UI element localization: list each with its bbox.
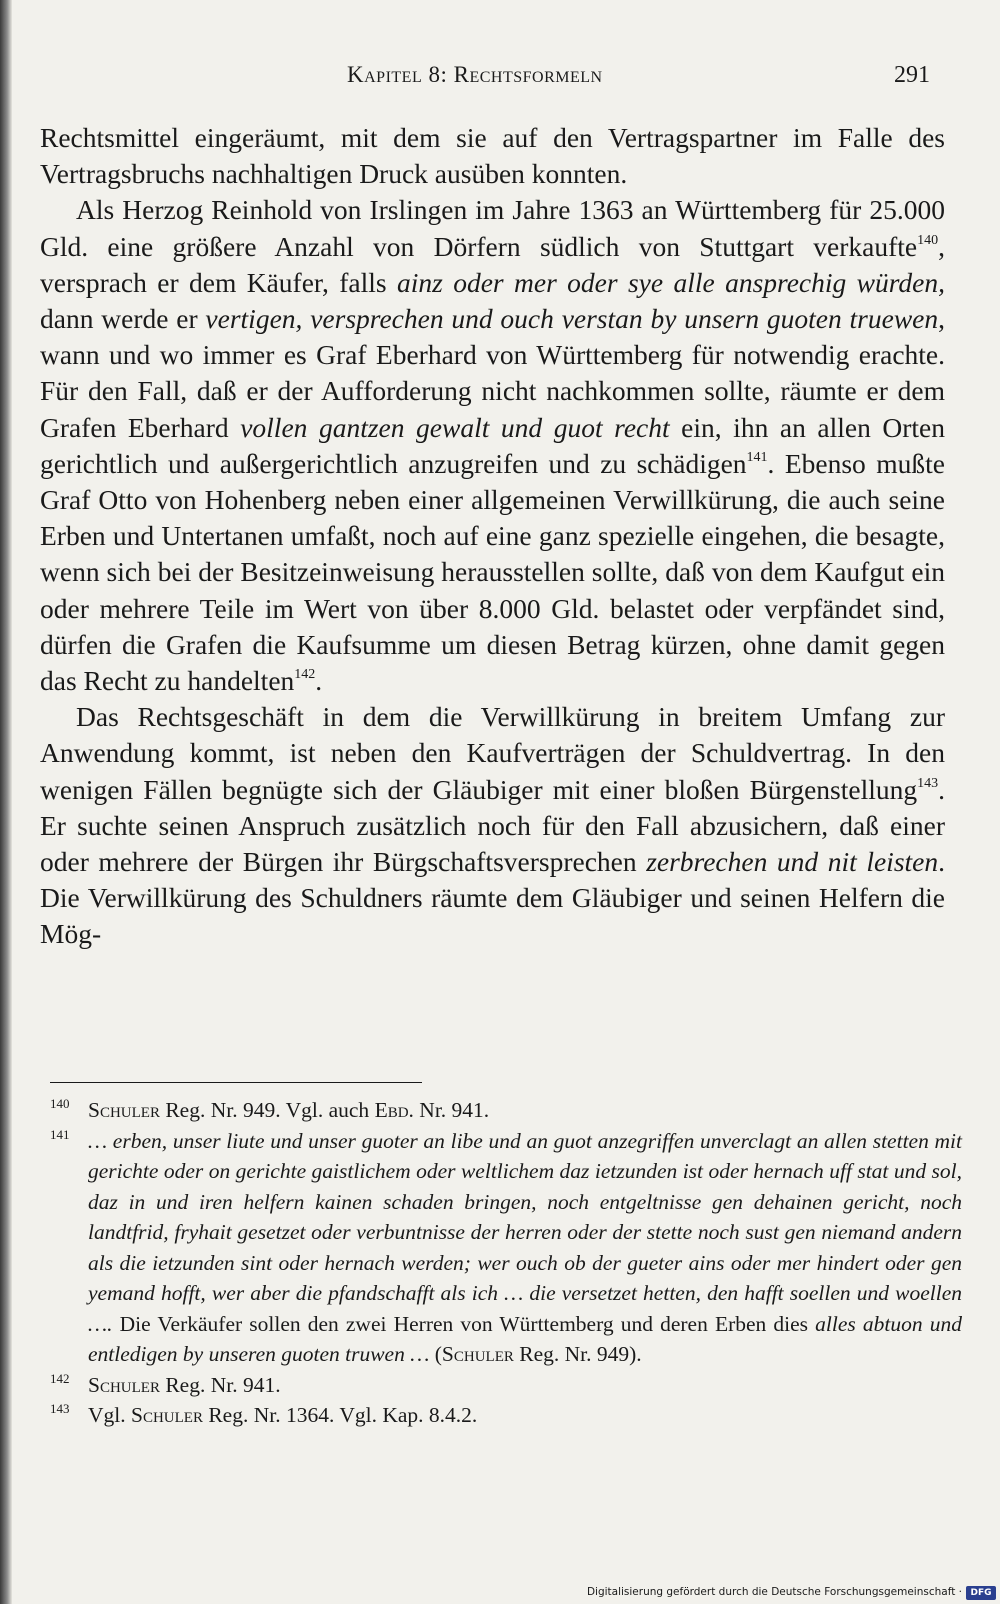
p3-quote-1: zerbrechen und nit leisten [646,846,939,878]
paragraph-2 [40,192,945,699]
author-name: Schuler [441,1342,514,1366]
p2-quote-3: vollen gantzen gewalt und guot recht [240,411,670,443]
footnote-ref-142: 142 [294,667,316,683]
footnote-quote: alles abtuon und entledigen by unseren guoten truwen … [88,1311,962,1366]
footnotes [50,1095,962,1431]
footnote-number: 140 [50,1096,70,1111]
p2-text-b: , versprach er dem Käufer, falls [40,230,945,298]
body-text [40,120,945,953]
footnote-text: Reg. Nr. 949). [513,1342,642,1366]
author-name: Schuler [88,1372,160,1397]
footnote-141 [50,1126,962,1370]
footnote-143 [50,1400,962,1431]
author-name: Schuler [131,1403,203,1427]
p2-text-f: . Ebenso mußte Graf Otto von Hohenberg neben einer allgemeinen Verwillkürung, die auch seine Erben und Untertanen umfaßt, noch auf eine ganz spezielle eingehen, die besagte, wenn sich bei der Besitzeinweisung herausstellen sollte, daß von dem Kaufgut ein oder mehrere Teile im Wert von über 8.000 Gld. belastet oder verpfändet sind, dürfen die Grafen die Kaufsumme um diesen Betrag kürzen, ohne damit gegen das Recht zu handelten [40,447,945,697]
footnote-text: . Nr. 941. [408,1098,490,1122]
digitization-credit: Digitalisierung gefördert durch die Deutsche Forschungsgemeinschaft · [586,1586,962,1598]
dfg-logo: DFG [966,1586,996,1600]
p2-text-e: ein, ihn an allen Orten gerichtlich und außergerichtlich anzugreifen und zu schädigen [40,411,945,479]
footnote-text: Reg. Nr. 949. Vgl. auch [159,1098,375,1122]
p2-text-c: dann werde er [40,303,206,335]
p2-text-g: . [315,665,323,697]
footnote-text: Reg. Nr. 941. [159,1372,281,1397]
footnote-text: Reg. Nr. 1364. Vgl. Kap. 8.4.2. [202,1403,478,1427]
author-name: Schuler [88,1098,160,1122]
footnote-ref-143: 143 [917,775,939,791]
p3-text-c: . Die Verwillkürung des Schuldners räumte dem Gläubiger und seinen Helfern die Mög- [40,846,945,950]
paragraph-1 [40,120,945,192]
paragraph-3 [40,699,945,952]
paragraph-1-text: Rechtsmittel eingeräumt, mit dem sie auf den Vertragspartner im Falle des Vertragsbruchs nachhaltigen Druck ausüben konnten. [40,122,945,190]
footnote-text: ( [429,1342,442,1366]
p3-text-a: Das Rechtsgeschäft in dem die Verwillkürung in breitem Umfang zur Anwendung kommt, ist neben den Kaufverträgen der Schuldvertrag. In den wenigen Fällen begnügte sich der Gläubiger mit einer bloßen Bürgenstellung [40,701,945,805]
footnote-number: 141 [50,1126,70,1142]
footnote-number: 142 [50,1370,70,1386]
p2-text-a: Als Herzog Reinhold von Irslingen im Jahre 1363 an Württemberg für 25.000 Gld. eine größere Anzahl von Dörfern südlich von Stuttgart verkaufte [40,194,945,262]
footnote-140 [50,1095,962,1126]
p2-quote-1: ainz oder mer oder sye alle ansprechig würden, [396,266,945,298]
footnote-142 [50,1370,962,1401]
footnote-separator [50,1082,422,1083]
footnote-text: Die Verkäufer sollen den zwei Herren von Württemberg und deren Erben dies [112,1311,816,1336]
running-title: Kapitel 8: Rechtsformeln [347,62,603,87]
footnote-quote: … erben, unser liute und unser guoter an libe und an guot anzegriffen unverclagt an allen stetten mit gerichte oder on gerichte gaistlichem oder weltlichem daz ietzunden ist oder hernach uff stat und sol, daz in und iren helfern kainen schaden bringen, noch entgeltnisse gen dehainen gericht, noch landtfrid, fryhait gesetzet oder verbuntnisse der herren oder der stette noch sust gen niemand andern als die ietzunden sint oder hernach werden; wer ouch ob der gueter ains oder mer hindert oder gen yemand hofft, wer aber die pfandschafft als ich … die versetzet hetten, den hafft soellen und woellen …. [88,1128,962,1336]
footnote-ref-140: 140 [917,232,939,248]
running-head [0,58,1000,98]
p2-quote-2: vertigen, versprechen und ouch verstan by unsern guoten truewen [205,303,939,335]
p3-text-b: . Er suchte seinen Anspruch zusätzlich noch für den Fall abzusichern, daß einer oder mehrere der Bürgen ihr Bürgschaftsversprechen [40,773,945,878]
p2-text-d: , wann und wo immer es Graf Eberhard von Württemberg für notwendig erachte. Für den Fall, daß er der Aufforderung nicht nachkommen sollte, räumte er dem Grafen Eberhard [40,303,945,443]
ebd-abbreviation: Ebd [374,1098,409,1122]
footnote-number: 143 [50,1401,70,1416]
page-number: 291 [894,62,930,88]
footnote-ref-141: 141 [746,449,768,465]
footnote-text: Vgl. [88,1403,131,1427]
